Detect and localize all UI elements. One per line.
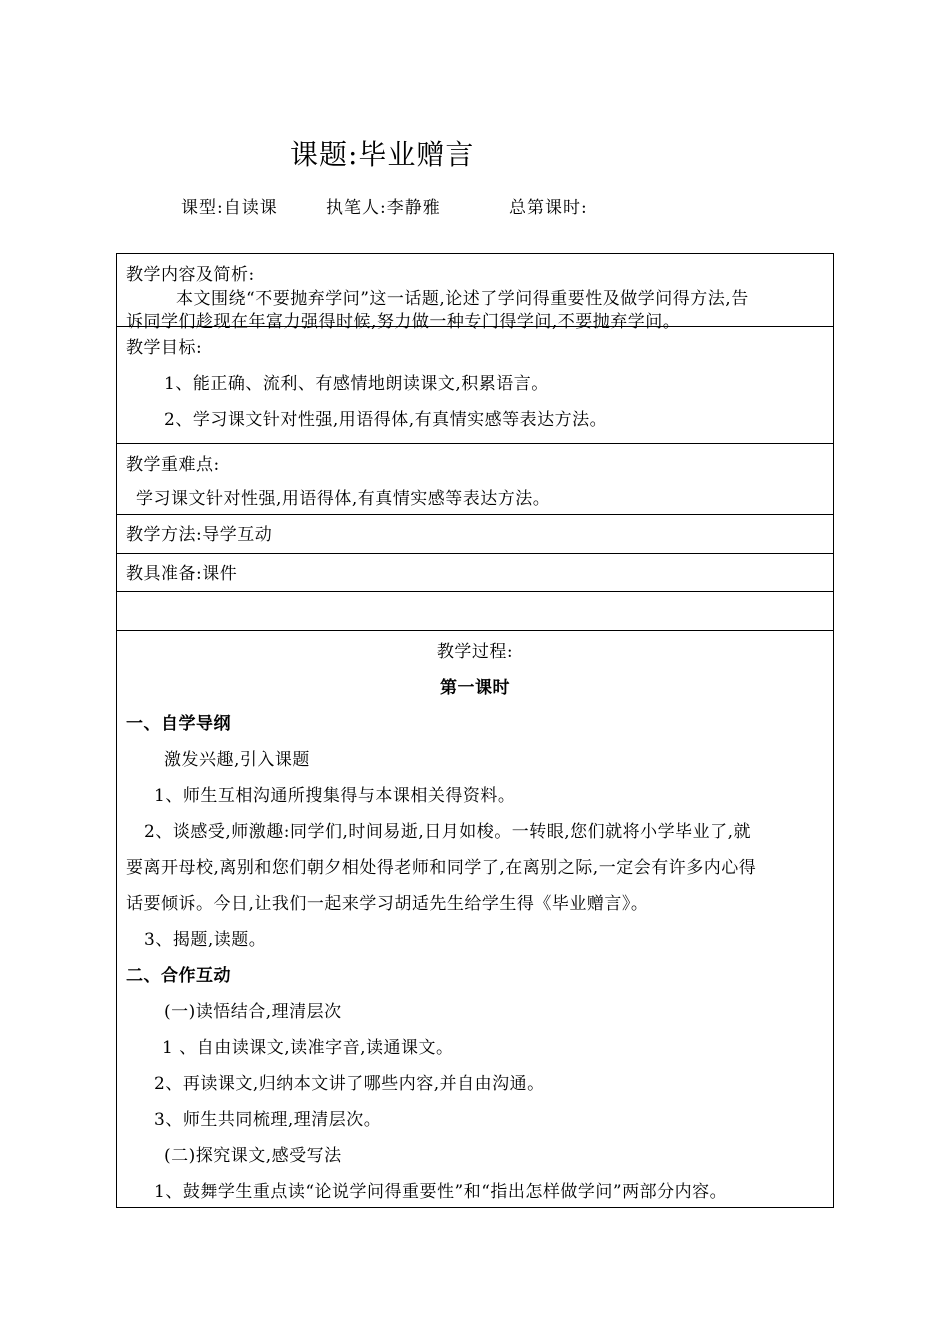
process-item: 2、谈感受,师激趣:同学们,时间易逝,日月如梭。一转眼,您们就将小学毕业了,就 xyxy=(144,822,752,842)
process-item: 要离开母校,离别和您们朝夕相处得老师和同学了,在离别之际,一定会有许多内心得 xyxy=(126,858,757,878)
lesson-plan-table xyxy=(116,253,834,1208)
process-item: 1、师生互相沟通所搜集得与本课相关得资料。 xyxy=(154,786,516,806)
process-row xyxy=(117,631,833,1207)
section-intro: 激发兴趣,引入课题 xyxy=(164,750,310,770)
method-row xyxy=(117,515,833,554)
course-type: 课型:自读课 xyxy=(181,198,278,218)
key-points-text: 学习课文针对性强,用语得体,有真情实感等表达方法。 xyxy=(136,489,551,509)
content-analysis-line: 诉同学们趁现在年富力强得时候,努力做一种专门得学问,不要抛弃学问。 xyxy=(126,312,681,332)
subsection-title: (二)探究课文,感受写法 xyxy=(164,1146,342,1166)
process-item: 3、师生共同梳理,理清层次。 xyxy=(154,1110,382,1130)
key-points-heading: 教学重难点: xyxy=(126,455,220,475)
page-title: 课题:毕业赠言 xyxy=(290,138,475,171)
section-title: 一、自学导纲 xyxy=(126,714,231,734)
process-item: 3、揭题,读题。 xyxy=(144,930,267,950)
goal-item: 2、学习课文针对性强,用语得体,有真情实感等表达方法。 xyxy=(164,410,608,430)
goals-heading: 教学目标: xyxy=(126,338,203,358)
total-lesson: 总第课时: xyxy=(509,198,588,218)
process-item: 1 、自由读课文,读准字音,读通课文。 xyxy=(162,1038,454,1058)
subsection-title: (一)读悟结合,理清层次 xyxy=(164,1002,342,1022)
process-heading: 教学过程: xyxy=(436,642,514,662)
goal-item: 1、能正确、流利、有感情地朗读课文,积累语言。 xyxy=(164,374,549,394)
empty-row xyxy=(117,592,833,631)
author: 执笔人:李静雅 xyxy=(326,198,441,218)
content-analysis-heading: 教学内容及简析: xyxy=(126,265,255,285)
process-item: 1、鼓舞学生重点读“论说学问得重要性”和“指出怎样做学问”两部分内容。 xyxy=(154,1182,728,1202)
key-points-row xyxy=(117,444,833,515)
tools-row xyxy=(117,554,833,592)
section-title: 二、合作互动 xyxy=(126,966,231,986)
goals-row xyxy=(117,327,833,444)
content-analysis-line: 本文围绕“不要抛弃学问”这一话题,论述了学问得重要性及做学问得方法,告 xyxy=(176,289,749,309)
process-item: 2、再读课文,归纳本文讲了哪些内容,并自由沟通。 xyxy=(154,1074,545,1094)
method-text: 教学方法:导学互动 xyxy=(126,525,273,545)
content-analysis-row xyxy=(117,254,833,332)
lesson-title: 第一课时 xyxy=(440,678,510,698)
process-item: 话要倾诉。今日,让我们一起来学习胡适先生给学生得《毕业赠言》。 xyxy=(126,894,649,914)
tools-text: 教具准备:课件 xyxy=(126,564,238,584)
